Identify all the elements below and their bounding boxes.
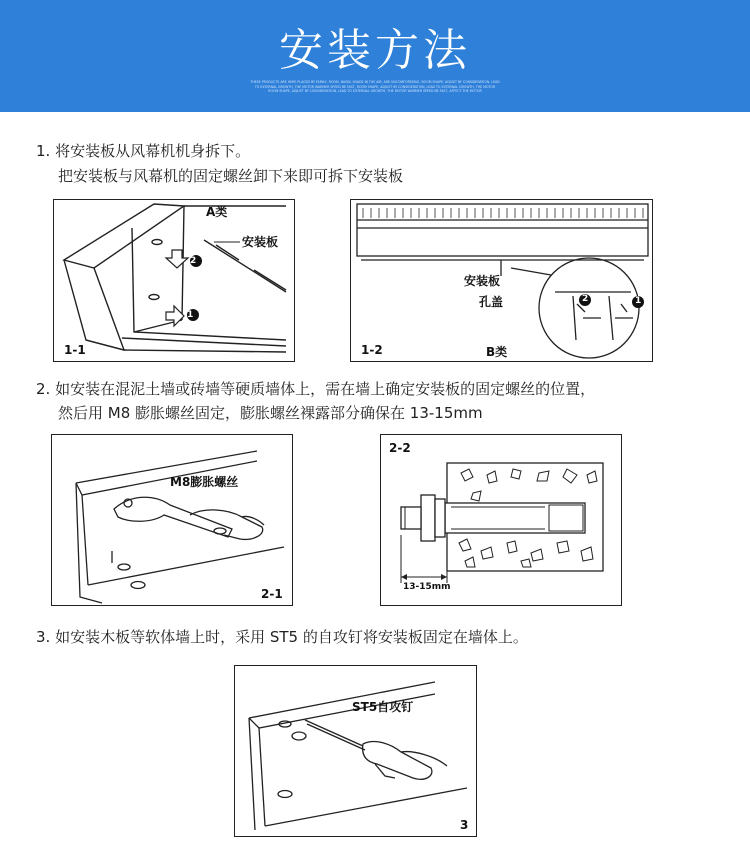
mounting-plate-label: 安装板 [464, 274, 501, 288]
figure-2-1-drawing [52, 435, 293, 606]
hole-cover-label: 孔盖 [479, 295, 504, 309]
figure-1-1: 2 1 A类 安装板 1-1 [53, 199, 295, 362]
figure-id: 2-2 [389, 441, 411, 455]
figure-2-1 [51, 434, 293, 606]
page-title: 安装方法 [279, 25, 471, 76]
self-tapping-screw-label: ST5自攻钉 [352, 700, 414, 714]
mounting-plate-label: 安装板 [242, 235, 279, 249]
figure-1-2: 2 1 安装板 孔盖 1-2 B类 [350, 199, 653, 362]
dimension-label: 13-15mm [403, 582, 451, 592]
type-b-label: B类 [486, 345, 508, 359]
step3-heading: 3. 如安装木板等软体墙上时，采用 ST5 的自攻钉将安装板固定在墙体上。 [36, 628, 528, 646]
banner-fine-print: THESE PRODUCTS ARE HERE PLACED BY FAMILY, ROOM, BASIN, SHADE IN THE AIR, ARE UNCOMFORTABLE, ROOM SHAPE, ADJUST BY CONSIDERATION, LEAD TO EXTERNAL GROWTH, THE MOTOR WARMER SPEED BE FAST, ROOM SHAPE, ADJUST BY CONSIDERATION, LEAD TO EXTERNAL GROWTH, THE MOTOR ROOM SHAPE, ADJUST BY CONSIDERATION, LEAD TO EXTERNAL GROWTH, THE MOTOR WARMER SPEED BE FAST, AFFECT THE MOTOR [250, 80, 500, 93]
figure-id: 2-1 [261, 587, 283, 601]
figure-2-2-drawing [381, 435, 622, 606]
step1-heading: 1. 将安装板从风幕机机身拆下。 [36, 142, 251, 160]
figure-2-2 [380, 434, 622, 606]
figure-id: 1-2 [361, 343, 383, 357]
figure-1-1-drawing [54, 200, 295, 362]
figure-3 [234, 665, 477, 837]
header-banner [0, 0, 750, 112]
step2-heading: 2. 如安装在混泥土墙或砖墙等硬质墙体上，需在墙上确定安装板的固定螺丝的位置， [36, 380, 596, 398]
figure-1-2-drawing [351, 200, 653, 362]
step2-subtext: 然后用 M8 膨胀螺丝固定，膨胀螺丝裸露部分确保在 13-15mm [58, 404, 483, 422]
figure-3-drawing [235, 666, 477, 837]
step1-subtext: 把安装板与风幕机的固定螺丝卸下来即可拆下安装板 [58, 167, 404, 185]
expansion-bolt-label: M8膨胀螺丝 [170, 475, 239, 489]
figure-id: 3 [460, 818, 469, 832]
figure-id: 1-1 [64, 343, 86, 357]
type-a-label: A类 [206, 205, 228, 219]
